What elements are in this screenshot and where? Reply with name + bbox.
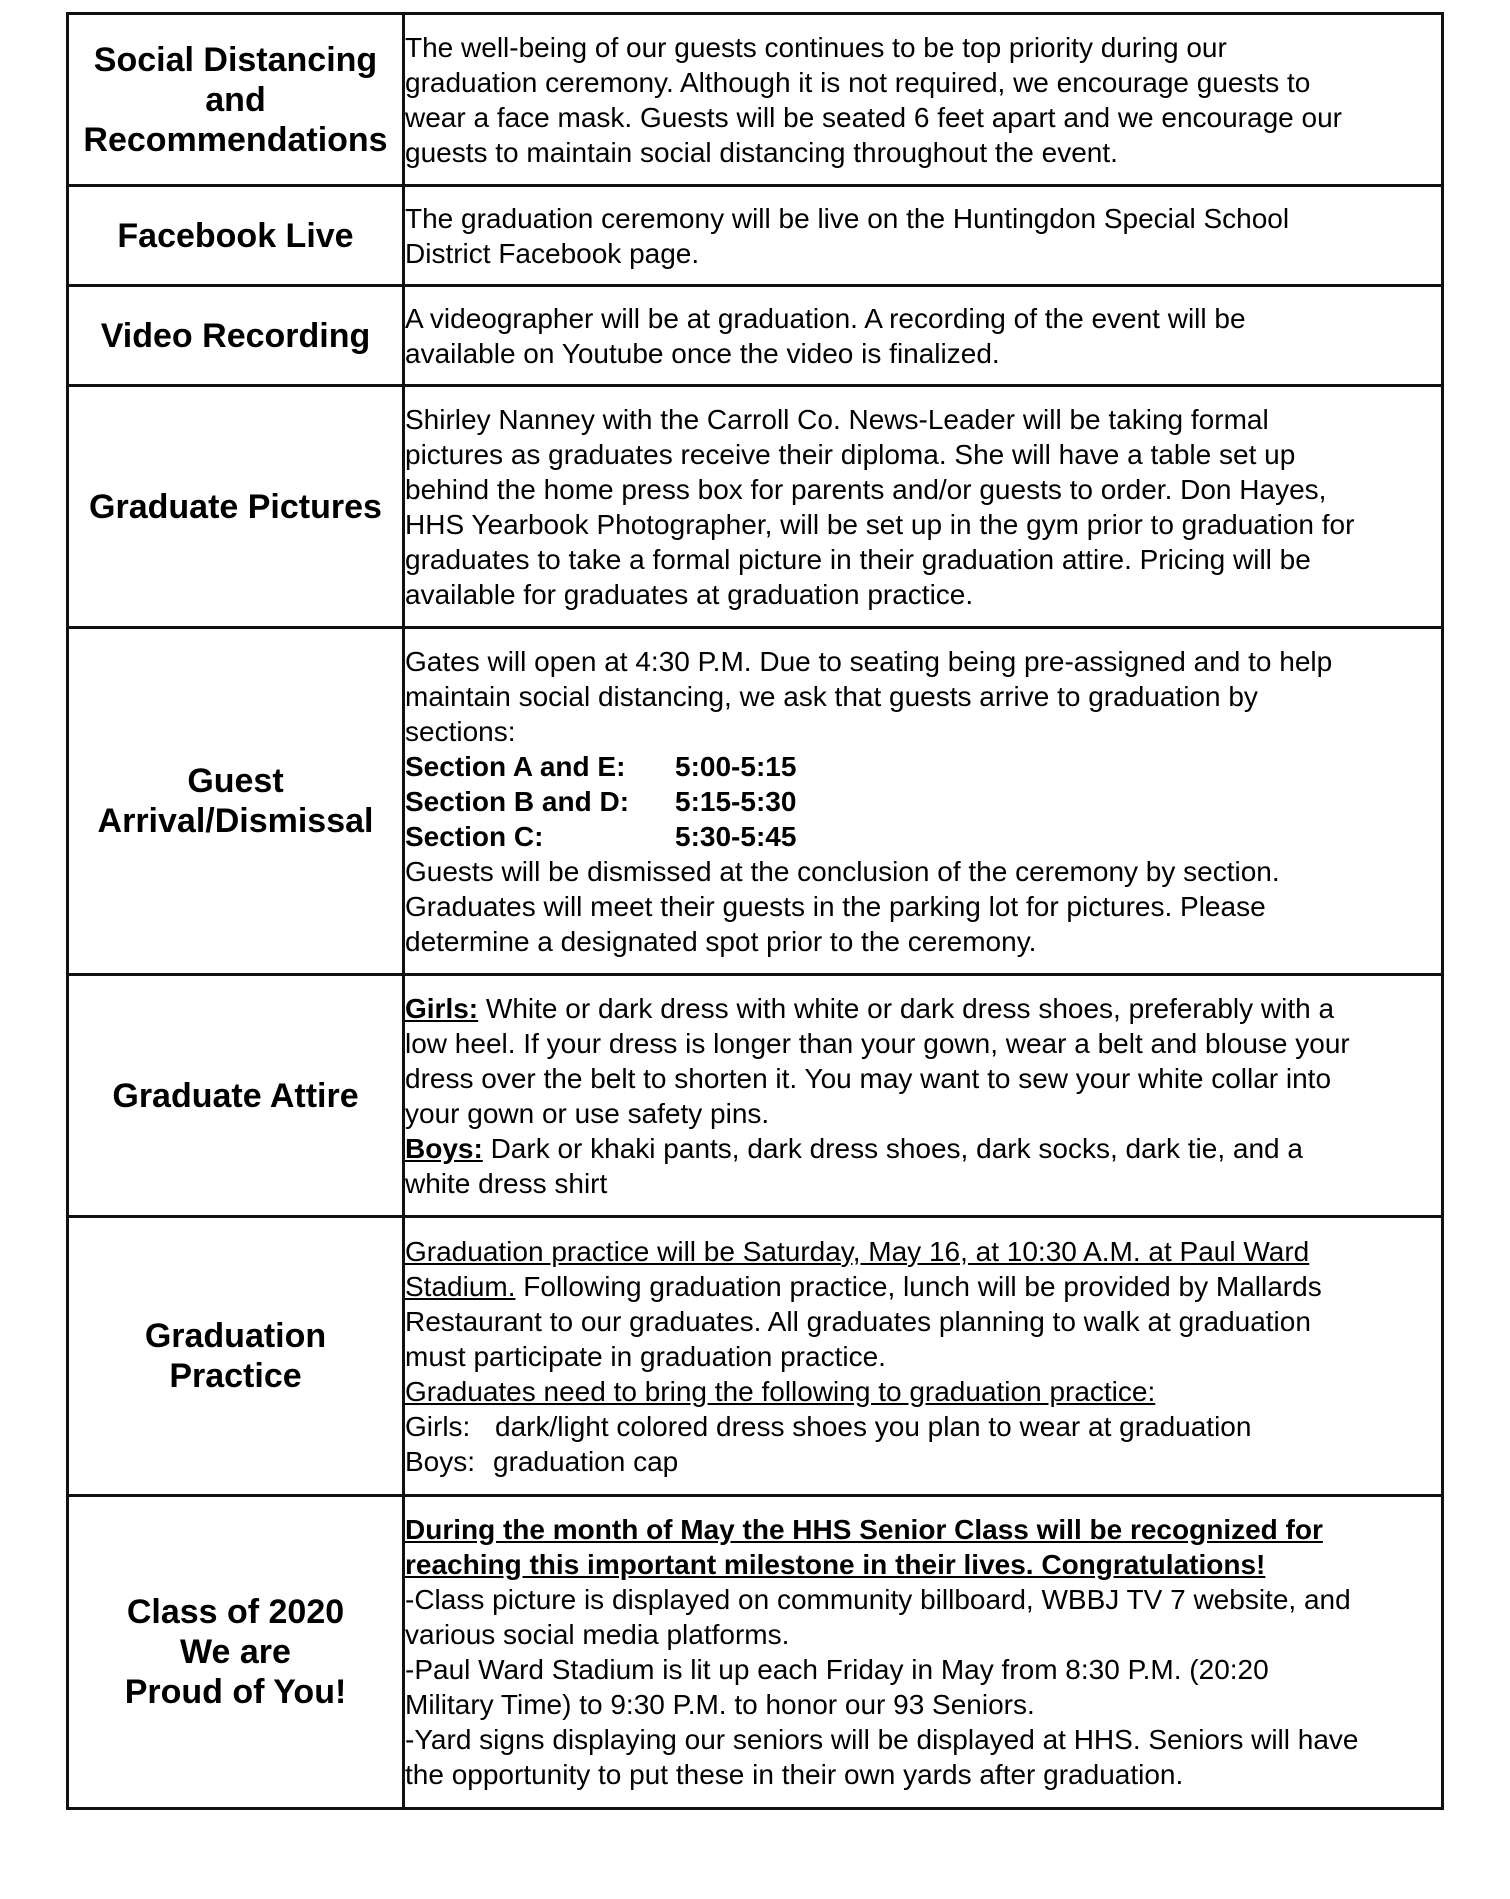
bring-item: Boys: graduation cap — [405, 1445, 679, 1477]
row-content: Girls: White or dark dress with white or dark dress shoes, preferably with a low heel. If your dress is longer than your gown, wear a belt and blouse your dress over the belt to shorten it. You may want to sew your white collar into your gown or use safety pins. Boys: Dark or khaki pants, dark dress shoes, dark socks, dark tie, and a white dress shirt — [404, 975, 1443, 1217]
row-label: Social Distancing and Recommendations — [68, 14, 404, 186]
row-label: Graduation Practice — [68, 1217, 404, 1496]
table-row — [68, 386, 1443, 628]
row-label: Graduate Pictures — [68, 386, 404, 628]
table-row — [68, 1496, 1443, 1809]
row-content: The graduation ceremony will be live on the Huntingdon Special School District Facebook page. — [404, 186, 1443, 286]
table-row — [68, 14, 1443, 186]
info-table — [66, 12, 1444, 1810]
arrival-section: Section A and E: 5:00-5:15 — [405, 750, 797, 782]
row-label: Guest Arrival/Dismissal — [68, 628, 404, 975]
row-content: A videographer will be at graduation. A recording of the event will be available on Youtube once the video is finalized. — [404, 286, 1443, 386]
row-content: During the month of May the HHS Senior Class will be recognized for reaching this important milestone in their lives. Congratulations! -Class picture is displayed on community billboard, WBBJ TV 7 website, and various social media platforms. -Paul Ward Stadium is lit up each Friday in May from 8:30 P.M. (20:20 Military Time) to 9:30 P.M. to honor our 93 Seniors. -Yard signs displaying our seniors will be displayed at HHS. Seniors will have the opportunity to put these in their own yards after graduation. — [404, 1496, 1443, 1809]
arrival-section: Section C: 5:30-5:45 — [405, 820, 797, 852]
table-row — [68, 975, 1443, 1217]
boys-heading: Boys: — [405, 1132, 483, 1164]
practice-date: Graduation practice will be Saturday, May 16, at 10:30 A.M. at Paul Ward — [405, 1235, 1310, 1267]
row-label: Class of 2020 We are Proud of You! — [68, 1496, 404, 1809]
table-row — [68, 1217, 1443, 1496]
row-content: Graduation practice will be Saturday, May 16, at 10:30 A.M. at Paul Ward Stadium. Following graduation practice, lunch will be provided by Mallards Restaurant to our graduates. All graduates planning to walk at graduation must participate in graduation practice. Graduates need to bring the following to graduation practice: Girls: dark/light colored dress shoes you plan to wear at graduation Boys: graduation cap — [404, 1217, 1443, 1496]
girls-heading: Girls: — [405, 992, 479, 1024]
congrats-heading: reaching this important milestone in their lives. Congratulations! — [405, 1549, 1266, 1580]
table-row — [68, 286, 1443, 386]
table-row — [68, 186, 1443, 286]
row-content: Shirley Nanney with the Carroll Co. News-Leader will be taking formal pictures as graduates receive their diploma. She will have a table set up behind the home press box for parents and/or guests to order. Don Hayes, HHS Yearbook Photographer, will be set up in the gym prior to graduation for graduates to take a formal picture in their graduation attire. Pricing will be available for graduates at graduation practice. — [404, 386, 1443, 628]
congrats-heading: During the month of May the HHS Senior Class will be recognized for — [405, 1514, 1323, 1545]
bring-item: Girls: dark/light colored dress shoes you plan to wear at graduation — [405, 1410, 1252, 1442]
arrival-section: Section B and D: 5:15-5:30 — [405, 785, 797, 817]
table-row — [68, 628, 1443, 975]
row-content: The well-being of our guests continues to be top priority during our graduation ceremony. Although it is not required, we encourage guests to wear a face mask. Guests will be seated 6 feet apart and we encourage our guests to maintain social distancing throughout the event. — [404, 14, 1443, 186]
row-label: Facebook Live — [68, 186, 404, 286]
row-label: Graduate Attire — [68, 975, 404, 1217]
row-label: Video Recording — [68, 286, 404, 386]
row-content: Gates will open at 4:30 P.M. Due to seating being pre-assigned and to help maintain social distancing, we ask that guests arrive to graduation by sections: Section A and E: 5:00-5:15 Section B and D: 5:15-5:30 Section C: 5:30-5:45 Guests will be dismissed at the conclusion of the ceremony by section. Graduates will meet their guests in the parking lot for pictures. Please determine a designated spot prior to the ceremony. — [404, 628, 1443, 975]
bring-heading: Graduates need to bring the following to graduation practice: — [405, 1375, 1156, 1407]
